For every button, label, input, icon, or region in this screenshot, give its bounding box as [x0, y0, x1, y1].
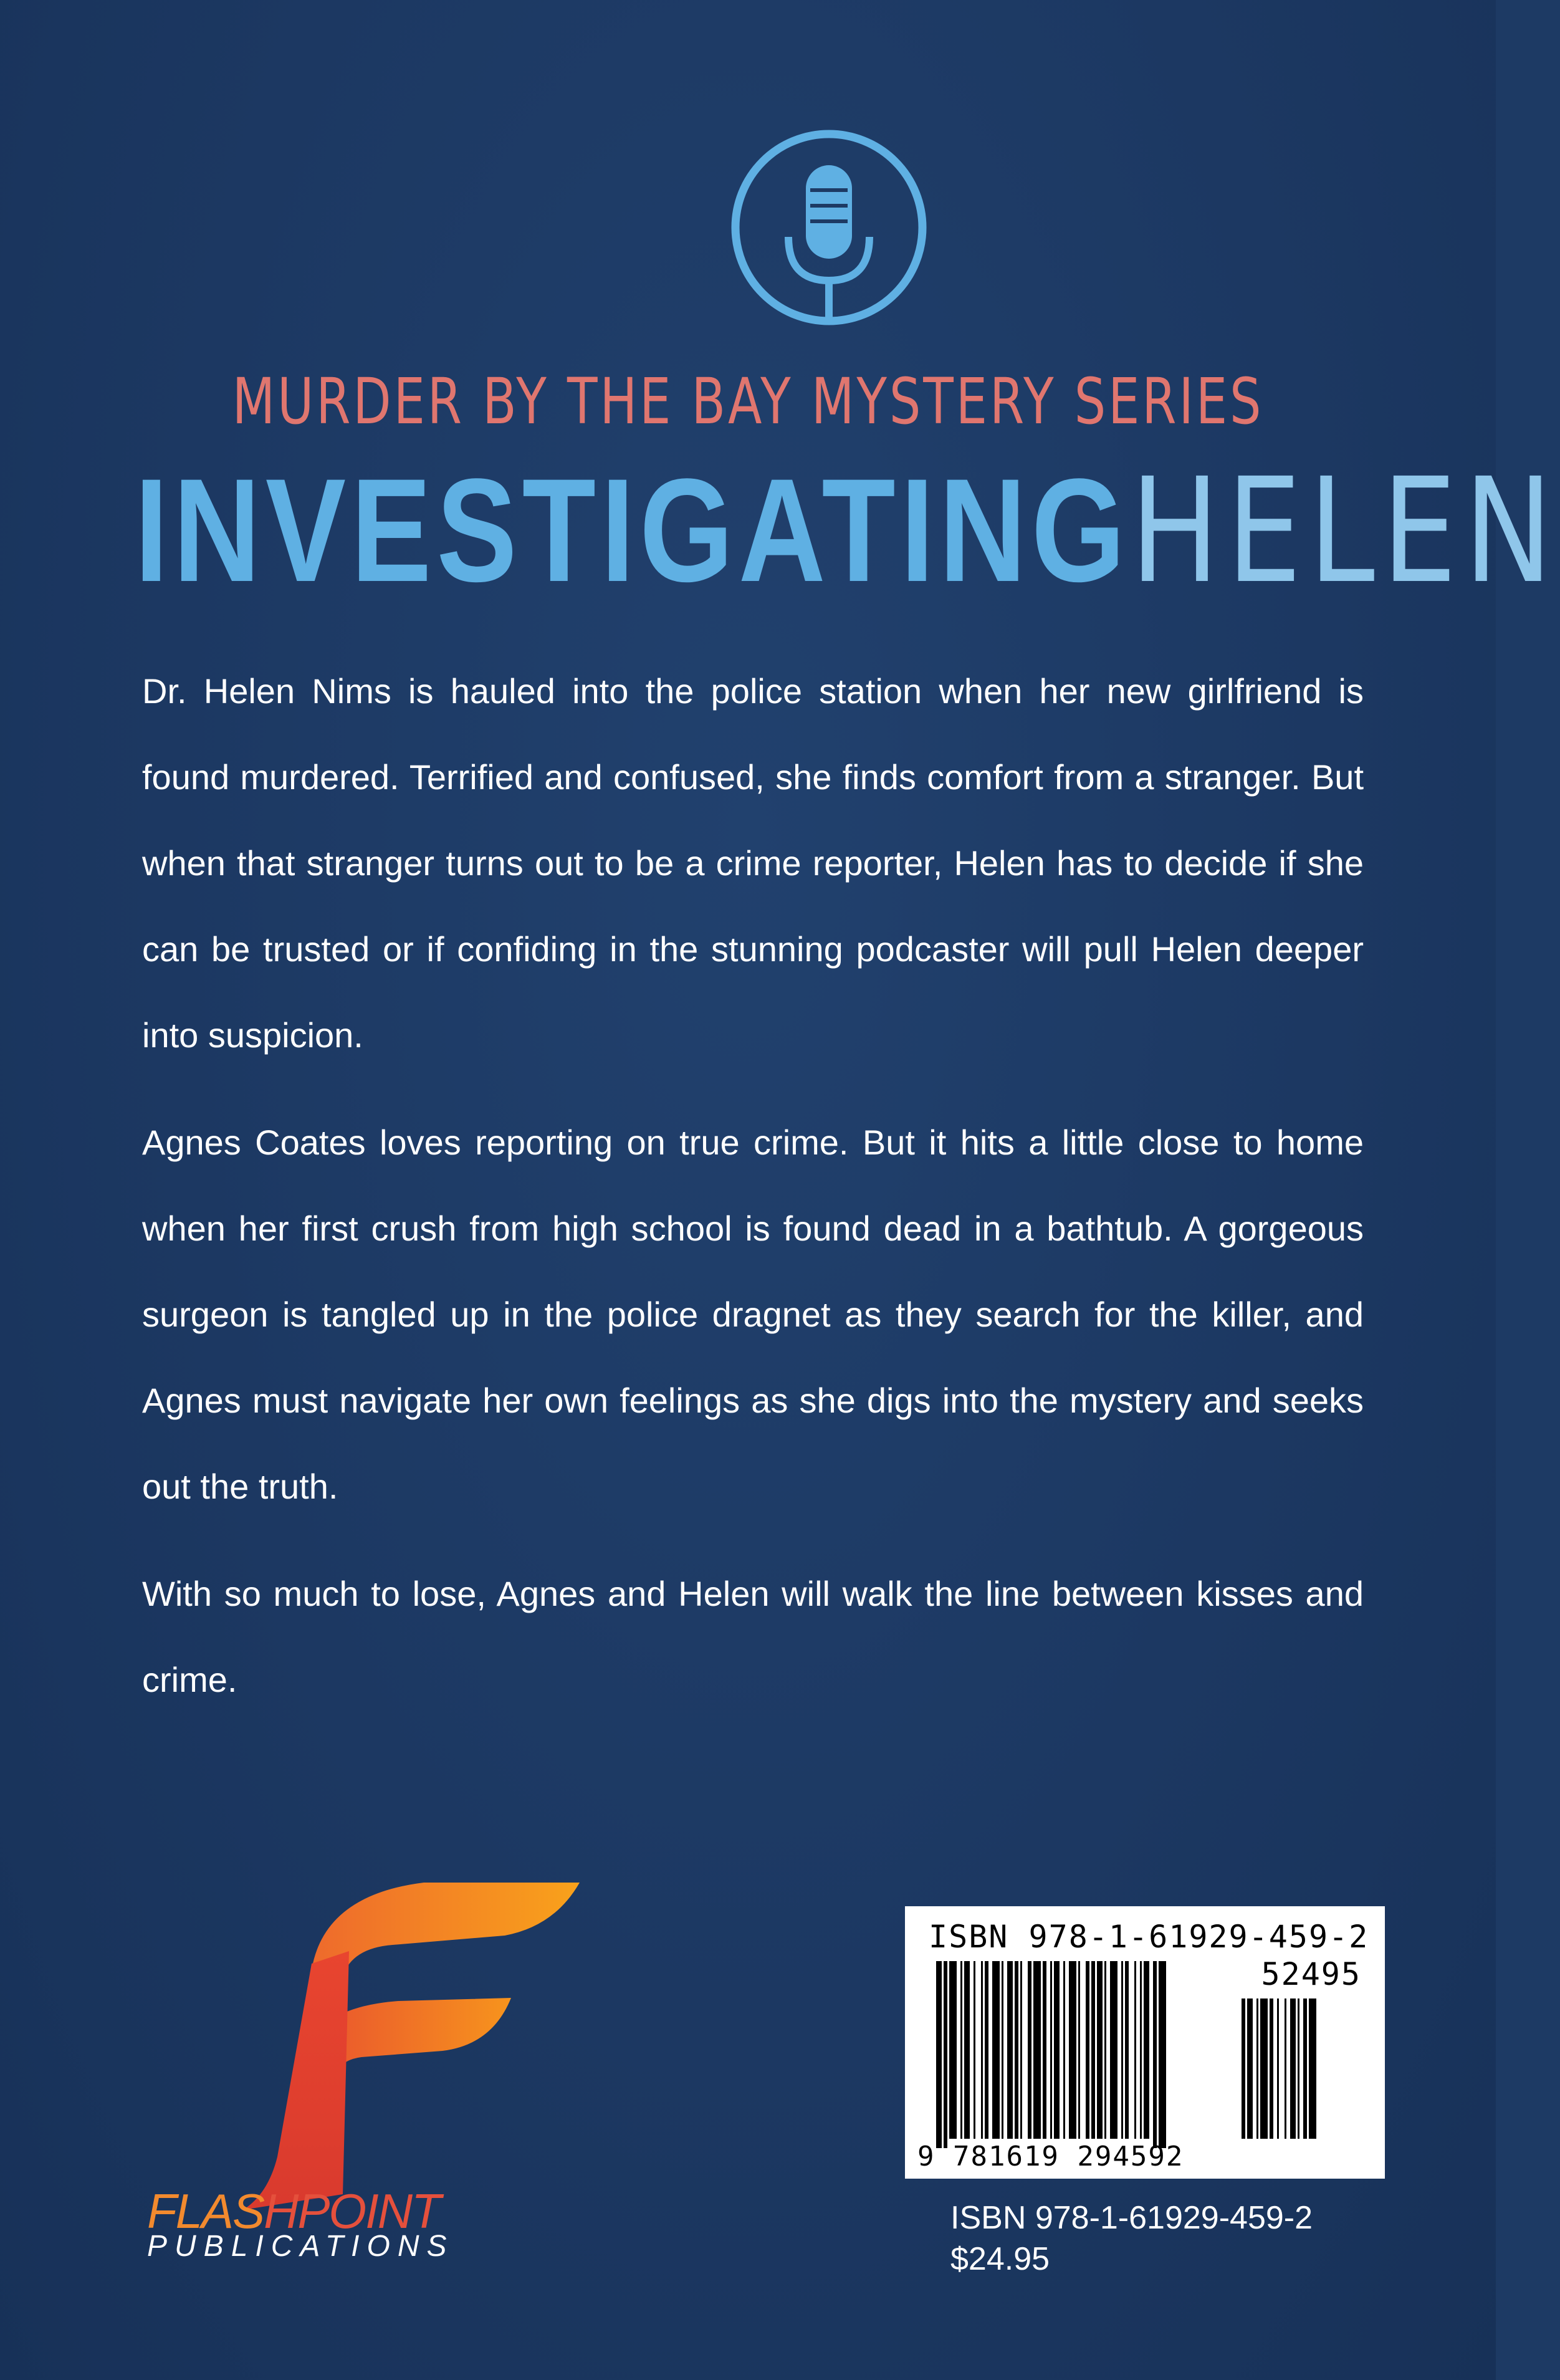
book-title: [135, 446, 1560, 615]
barcode-isbn-label: ISBN 978-1-61929-459-2: [929, 1919, 1369, 1955]
book-blurb: [142, 648, 1364, 1744]
series-name: MURDER BY THE BAY MYSTERY SERIES: [232, 365, 1264, 439]
price-text: $24.95: [950, 2241, 1050, 2277]
publisher-name-part2: HPOINT: [264, 2184, 440, 2238]
publisher-subtitle: PUBLICATIONS: [147, 2230, 454, 2263]
title-part-helen: HELEN: [1130, 447, 1560, 615]
blurb-paragraph: With so much to lose, Agnes and Helen will walk the line between kisses and crime.: [142, 1574, 1364, 1699]
barcode: [905, 1906, 1385, 2179]
blurb-paragraph: Dr. Helen Nims is hauled into the police station when her new girlfriend is found murdered. Terrified and confused, she finds comfort from a stranger. But when that stranger turns out to be a crime reporter, Helen has to decide if she can be trusted or if confiding in the stunning podcaster will pull Helen deeper into suspicion.: [142, 671, 1364, 1055]
isbn-text: ISBN 978-1-61929-459-2: [950, 2200, 1313, 2236]
barcode-number: 9 781619 294592: [917, 2141, 1184, 2172]
barcode-price-code: 52495: [1261, 1956, 1361, 1992]
podcast-microphone-icon: [720, 122, 938, 340]
publisher-name-part1: FLAS: [147, 2184, 264, 2238]
title-part-investigating: INVESTIGATING: [135, 448, 1131, 613]
publisher-name: [147, 2184, 440, 2238]
barcode-bars: [917, 1961, 1372, 2148]
blurb-paragraph: Agnes Coates loves reporting on true crime. But it hits a little close to home when her first crush from high school is found dead in a bathtub. A gorgeous surgeon is tangled up in the police dragnet as they search for the killer, and Agnes must navigate her own feelings as she digs into the mystery and seeks out the truth.: [142, 1123, 1364, 1506]
